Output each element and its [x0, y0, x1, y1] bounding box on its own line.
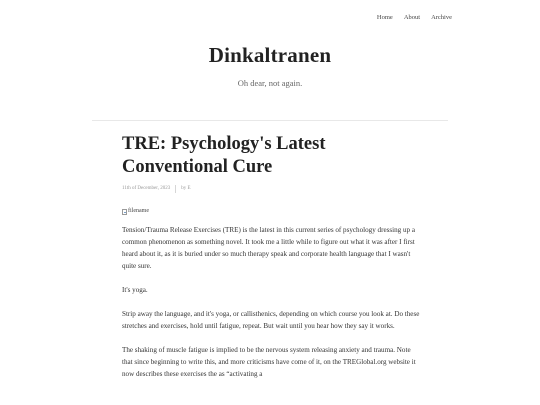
site-tagline: Oh dear, not again.	[237, 78, 303, 88]
post-body	[122, 224, 422, 380]
post-image	[122, 207, 422, 216]
post-title-line-1: TRE: Psychology's Latest	[122, 134, 326, 154]
nav-link-archive[interactable]: Archive	[431, 14, 452, 21]
post-paragraph: Tension/Trauma Release Exercises (TRE) is the latest in this current series of psychology dressing up a common phenomenon as something novel. It took me a little while to figure out what it was after I first heard about it, as it is buried under so much therapy speak and corporate health language that I wasn't quite sure.	[122, 226, 415, 270]
nav-link-home[interactable]: Home	[376, 14, 393, 21]
top-navigation	[366, 13, 452, 22]
post-paragraph: The shaking of muscle fatigue is implied to be the nervous system releasing anxiety and trauma. Note that since beginning to write this, and more criticisms have come of it, on the TREGlobal.org website it now describes these exercises the as “activating a	[122, 346, 416, 378]
post-image-alt: filename	[128, 208, 149, 214]
header-divider	[92, 120, 448, 121]
blog-post	[122, 133, 422, 392]
site-title[interactable]: Dinkaltranen	[208, 43, 332, 67]
post-date: 11th of December, 2023	[122, 186, 171, 191]
broken-image-icon	[122, 209, 127, 215]
post-author: by E	[181, 186, 191, 191]
post-meta	[122, 185, 422, 193]
meta-separator	[175, 185, 176, 193]
post-title-line-2: Conventional Cure	[122, 157, 273, 177]
post-paragraph: It's yoga.	[122, 286, 148, 294]
post-title[interactable]	[122, 133, 422, 179]
nav-link-about[interactable]: About	[403, 14, 421, 21]
post-paragraph: Strip away the language, and it's yoga, or callisthenics, depending on which course you look at. Do these stretches and exercises, hold until fatigue, repeat. But wait until you hear how they say it works.	[122, 310, 420, 330]
